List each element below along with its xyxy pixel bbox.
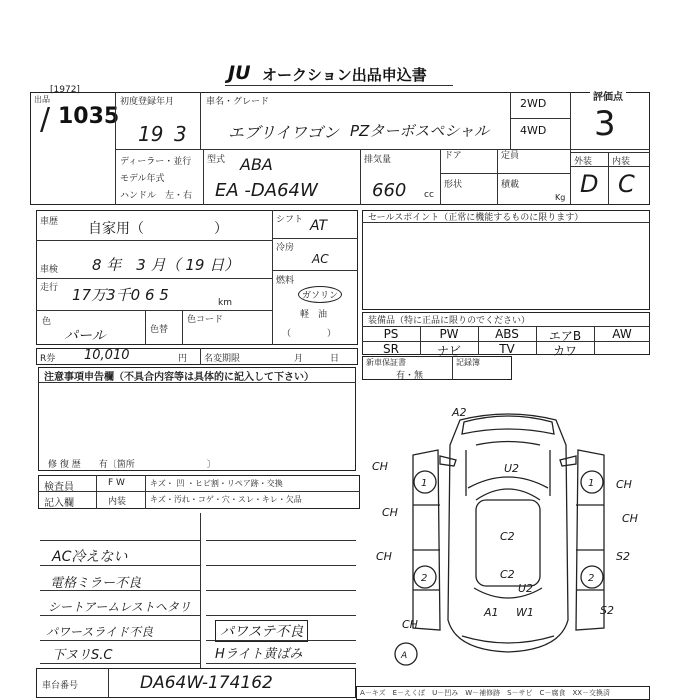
interior-check-label: 内装 — [108, 497, 127, 507]
rule-line — [206, 540, 356, 541]
fuel-paren: （ ） — [282, 329, 337, 339]
color-value: パール — [64, 328, 106, 344]
damage-label: A1 — [484, 606, 499, 619]
rule-line — [40, 663, 200, 664]
damage-label: 2 — [421, 573, 428, 584]
damage-label: W1 — [516, 606, 534, 619]
equip-pw: PW — [439, 327, 459, 341]
divider — [497, 149, 498, 205]
equip-sr: SR — [383, 342, 399, 356]
divider — [115, 149, 650, 150]
damage-label: CH — [372, 460, 388, 473]
equip-abs: ABS — [495, 327, 519, 341]
damage-label: CH — [616, 478, 632, 491]
damage-label: A2 — [452, 406, 467, 419]
handle-label: ハンドル 左・右 — [120, 191, 193, 201]
remark-right-line: Hライト黄ばみ — [215, 647, 303, 662]
ac-label: 冷房 — [276, 243, 295, 253]
damage-label: 1 — [588, 478, 595, 489]
divider — [362, 222, 650, 223]
divider — [608, 152, 609, 205]
remark-line: パワースライド不良 — [46, 625, 154, 639]
damage-label: S2 — [616, 550, 630, 563]
repair-label: 修 復 歴 有〔箇所 〕 — [48, 460, 216, 470]
sales-point-label: セールスポイント（正常に機能するものに限ります） — [368, 213, 584, 223]
divider — [510, 92, 511, 149]
score-label: 評価点 — [590, 88, 626, 103]
damage-label: 1 — [421, 478, 428, 489]
divider — [36, 240, 272, 241]
displacement-value: 660 — [372, 180, 407, 201]
color-code-label: 色コード — [187, 315, 224, 325]
divider — [272, 238, 358, 239]
damage-label: C2 — [500, 530, 515, 543]
r-ken-value: 10,010 — [84, 348, 130, 363]
interior-label: 内装 — [612, 157, 631, 167]
chassis-value: DA64W-174162 — [140, 673, 273, 693]
damage-label: U2 — [518, 582, 534, 595]
divider — [570, 152, 650, 153]
damage-label: A — [401, 651, 408, 661]
car-name: エブリイワゴン — [228, 123, 339, 142]
divider — [36, 278, 272, 279]
usage-label: 車歴 — [40, 217, 59, 227]
wd4-option: 4WD — [520, 124, 547, 137]
new-car-value: 有・無 — [396, 371, 424, 381]
displacement-label: 排気量 — [364, 155, 392, 165]
remark-right-line: パワステ不良 — [215, 620, 308, 642]
r-ken-unit: 円 — [178, 354, 188, 364]
exterior-grade: D — [580, 170, 599, 198]
divider — [203, 149, 204, 205]
displacement-unit: cc — [424, 190, 434, 200]
divider — [200, 92, 201, 149]
damage-label: C2 — [500, 568, 515, 581]
rule-line — [40, 540, 200, 541]
divider — [272, 210, 273, 345]
record-field-label: 記入欄 — [44, 498, 74, 509]
damage-label: CH — [622, 512, 638, 525]
damage-label: S2 — [600, 604, 614, 617]
wd2-option: 2WD — [520, 97, 547, 110]
shape-label: 形状 — [444, 180, 463, 190]
inspection-value: 8 年 3 月（ 19 日） — [92, 256, 240, 274]
divider — [108, 668, 109, 698]
damage-label: CH — [402, 618, 418, 631]
divider — [145, 310, 146, 345]
fw-label: F W — [108, 478, 125, 488]
inspector-label: 検査員 — [44, 482, 74, 493]
ref-number: [1972] — [50, 85, 80, 95]
fw-items: キズ・ 凹 ・ヒビ割・リペア跡・交換 — [150, 479, 283, 488]
color-swap-label: 色替 — [150, 325, 169, 335]
equipment-label: 装備品（特に正品に限りのでください） — [368, 316, 531, 326]
capacity-label: 定員 — [501, 151, 520, 161]
lot-number: 1035 — [58, 104, 120, 129]
interior-grade: C — [618, 170, 635, 198]
divider — [440, 173, 570, 174]
damage-label: CH — [382, 506, 398, 519]
car-damage-diagram — [368, 400, 650, 670]
divider — [38, 491, 360, 492]
type-label: 型式 — [207, 155, 226, 165]
divider — [200, 348, 201, 365]
rule-line — [40, 615, 200, 616]
remark-line: 電格ミラー不良 — [50, 576, 142, 591]
divider — [360, 149, 361, 205]
record-label: 記録簿 — [456, 358, 480, 367]
damage-label: U2 — [504, 462, 520, 475]
remark-line: シートアームレストヘタリ — [48, 600, 191, 614]
form-title: オークション出品申込書 — [262, 66, 427, 84]
divider — [182, 310, 183, 345]
equip-navi: ナビ — [436, 344, 461, 358]
rule-line — [206, 590, 356, 591]
mileage-label: 走行 — [40, 283, 59, 293]
shift-value: AT — [310, 218, 328, 234]
notes-label: 注意事項申告欄（不具合内容等は具体的に記入して下さい） — [44, 372, 314, 383]
r-ken-label: R券 — [40, 354, 56, 364]
meigi-label: 名変期限 月 日 — [204, 354, 340, 364]
type-value: EA -DA64W — [215, 180, 318, 201]
divider — [200, 513, 201, 668]
title-underline — [225, 85, 453, 86]
load-label: 積載 — [501, 180, 520, 190]
remark-line: AC冷えない — [52, 549, 128, 565]
lot-slash: / — [40, 102, 51, 137]
ac-value: AC — [312, 252, 329, 266]
rule-line — [206, 565, 356, 566]
rule-line — [206, 615, 356, 616]
legend-text: A－キズ E－えくぼ U－凹み W－補修跡 S－サビ C－腐食 XX－交換済 — [360, 689, 611, 697]
divider — [570, 166, 650, 167]
equip-airbag: エアB — [548, 329, 582, 343]
divider — [36, 310, 272, 311]
divider — [452, 356, 453, 380]
grade: PZターボスペシャル — [350, 122, 490, 140]
sales-point-section — [362, 210, 650, 310]
equip-tv: TV — [499, 342, 515, 356]
door-label: ドア — [444, 151, 462, 161]
first-reg-label: 初度登録年月 — [120, 97, 175, 107]
divider — [38, 382, 356, 383]
first-reg-month: 3 — [174, 122, 187, 146]
load-unit: Kg — [555, 193, 566, 202]
mileage-unit: km — [218, 298, 232, 308]
divider — [272, 270, 358, 271]
interior-check-items: キズ・汚れ・コゲ・穴・スレ・キレ・欠品 — [150, 495, 302, 504]
fuel-label: 燃料 — [276, 276, 295, 286]
remark-line: 下ヌリS.C — [52, 648, 113, 663]
lot-label: 出品 — [34, 95, 50, 104]
divider — [96, 475, 97, 509]
color-label: 色 — [42, 317, 52, 327]
equip-aw: AW — [612, 327, 632, 341]
car-name-label: 車名・グレード — [206, 97, 270, 107]
first-reg-year: 19 — [138, 122, 164, 146]
damage-label: 2 — [588, 573, 595, 584]
score-value: 3 — [594, 104, 616, 144]
usage-value: 自家用（ ） — [88, 221, 228, 237]
auction-logo: JU — [228, 62, 251, 84]
fuel-light: 軽 油 — [300, 310, 328, 320]
mileage-value: 17万3千0 6 5 — [72, 286, 169, 304]
chassis-label: 車台番号 — [42, 681, 79, 691]
inspection-label: 車検 — [40, 265, 59, 275]
fuel-value: ガソリン — [298, 286, 342, 303]
dealer-label: ディーラー・並行 — [120, 157, 192, 167]
exterior-label: 外装 — [574, 157, 593, 167]
divider — [440, 149, 441, 205]
model-year-label: モデル年式 — [120, 174, 165, 184]
divider — [145, 475, 146, 509]
damage-label: CH — [376, 550, 392, 563]
new-car-label: 新車保証書 — [366, 358, 406, 367]
equip-ps: PS — [383, 327, 399, 341]
divider — [510, 118, 570, 119]
rule-line — [40, 640, 200, 641]
shift-label: シフト — [276, 215, 304, 225]
type-prefix: ABA — [240, 155, 273, 174]
equip-leather: カワ — [552, 344, 577, 358]
rule-line — [206, 663, 356, 664]
